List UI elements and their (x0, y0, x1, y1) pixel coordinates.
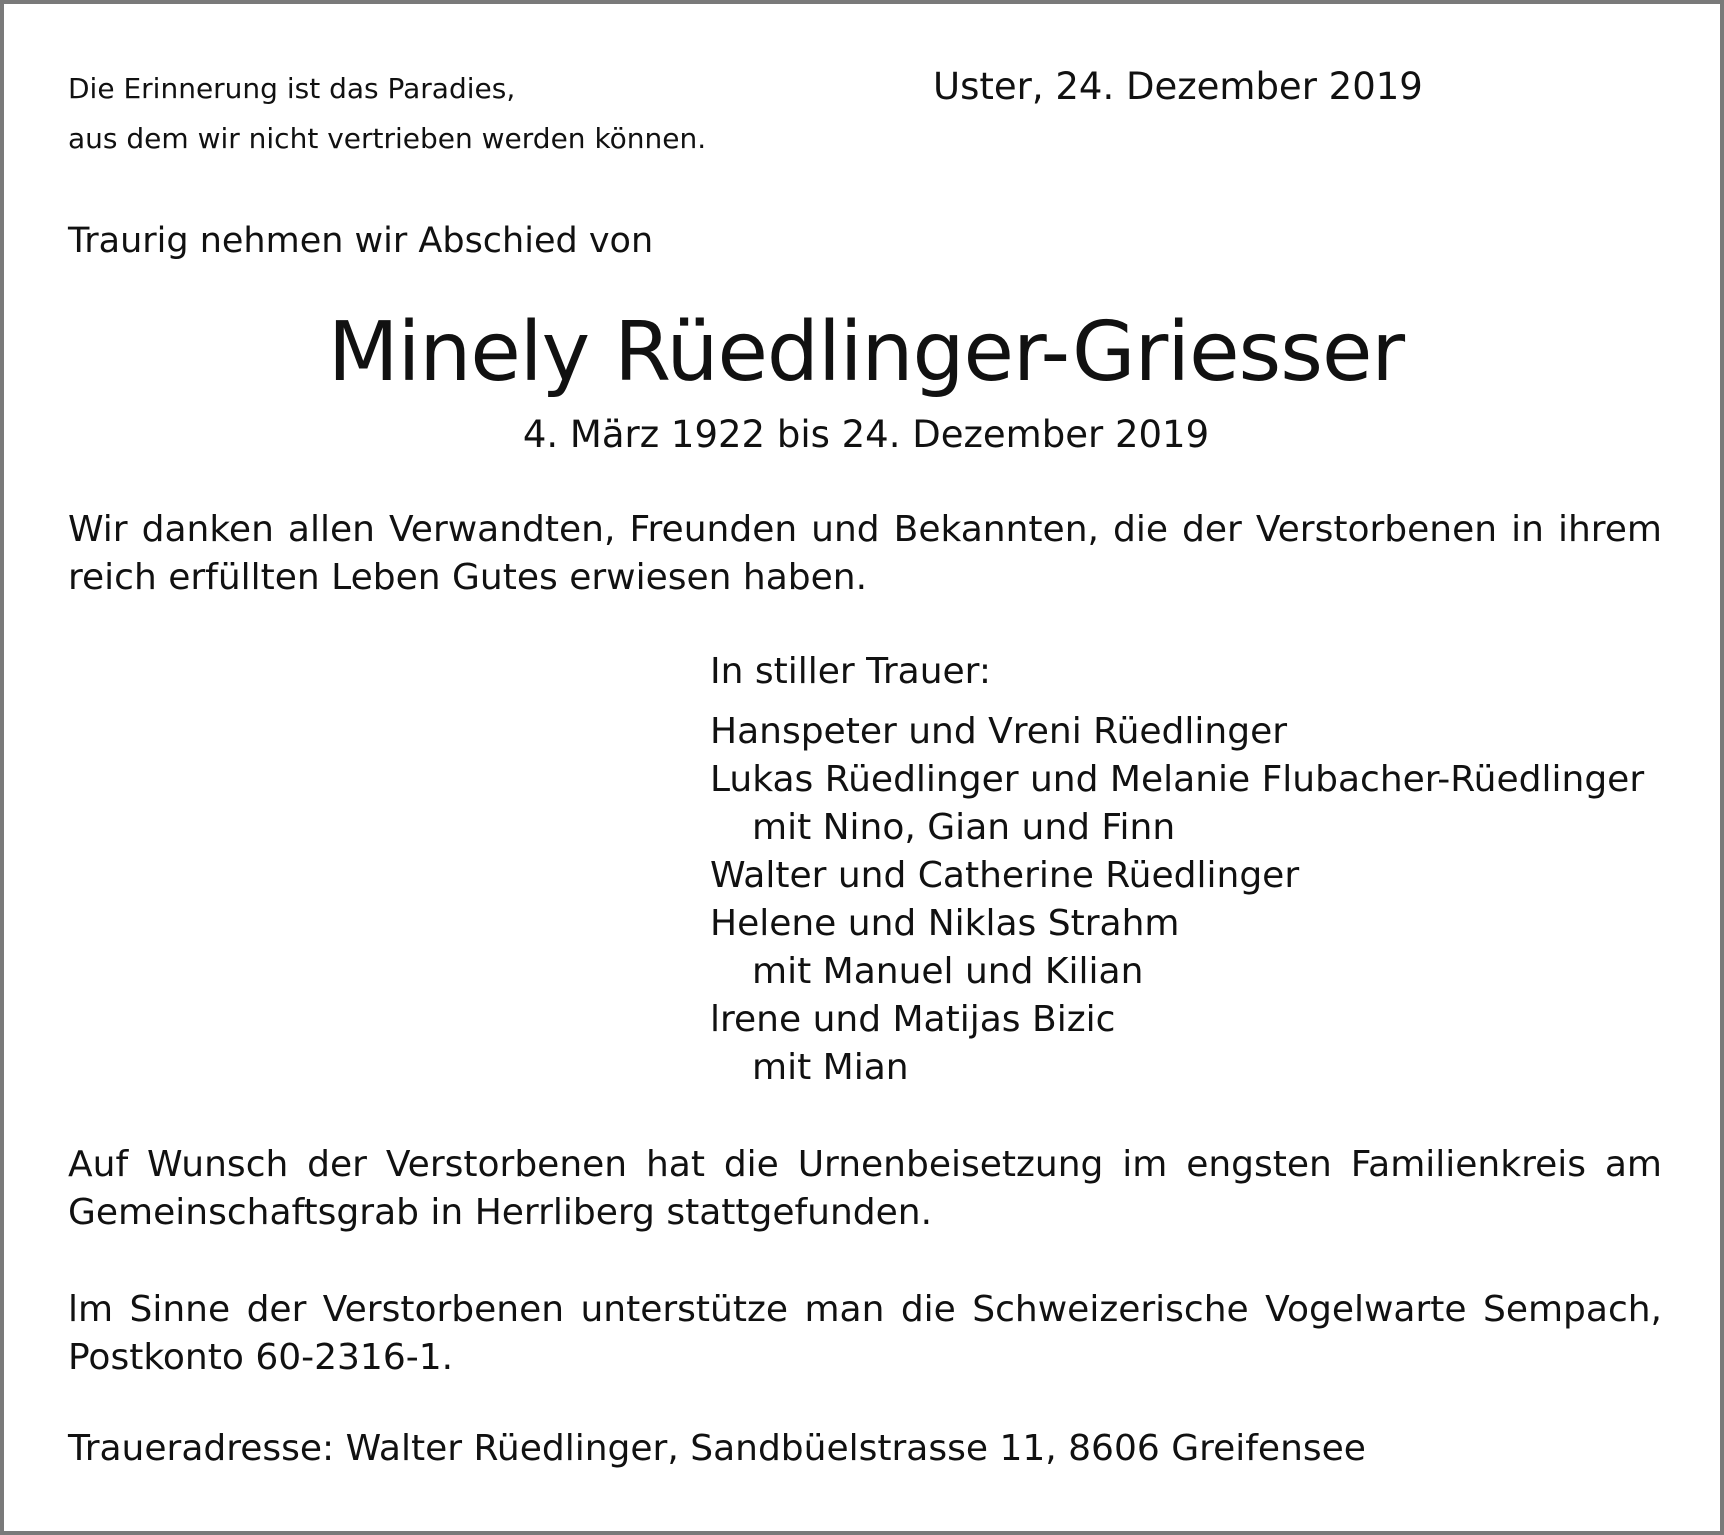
mourners-heading: In stiller Trauer: (710, 651, 991, 692)
mourner-children-line: mit Nino, Gian und Finn (752, 807, 1176, 848)
deceased-name: Minely Rüedlinger-Griesser (327, 305, 1405, 400)
mourner-line: Hanspeter und Vreni Rüedlinger (710, 711, 1288, 752)
mourner-children-line: mit Manuel und Kilian (752, 951, 1144, 992)
mourning-address: Traueradresse: Walter Rüedlinger, Sandbüelstrasse 11, 8606 Greifensee (68, 1428, 1366, 1469)
mourner-line: Walter und Catherine Rüedlinger (710, 855, 1300, 896)
mourner-line: Helene und Niklas Strahm (710, 903, 1180, 944)
farewell-intro: Traurig nehmen wir Abschied von (68, 221, 654, 261)
place-date: Uster, 24. Dezember 2019 (933, 65, 1423, 108)
quote-line: aus dem wir nicht vertrieben werden können. (68, 122, 707, 155)
mourners-list (710, 648, 1644, 1092)
lifespan-dates: 4. März 1922 bis 24. Dezember 2019 (522, 413, 1210, 456)
memorial-quote (68, 64, 706, 164)
mourner-line: Lukas Rüedlinger und Melanie Flubacher-Rüedlinger (710, 759, 1645, 800)
quote-line: Die Erinnerung ist das Paradies, (68, 72, 516, 105)
mourner-children-line: mit Mian (752, 1047, 909, 1088)
thanks-paragraph: Wir danken allen Verwandten, Freunden und Bekannten, die der Verstorbenen in ihrem reich erfüllten Leben Gutes erwiesen haben. (68, 509, 1662, 598)
mourner-line: lrene und Matijas Bizic (710, 999, 1116, 1040)
donation-paragraph: lm Sinne der Verstorbenen unterstütze man die Schweizerische Vogelwarte Sempach, Postkonto 60-2316-1. (68, 1289, 1662, 1378)
burial-paragraph: Auf Wunsch der Verstorbenen hat die Urnenbeisetzung im engsten Familienkreis am Gemeinschaftsgrab in Herrliberg stattgefunden. (68, 1144, 1662, 1233)
